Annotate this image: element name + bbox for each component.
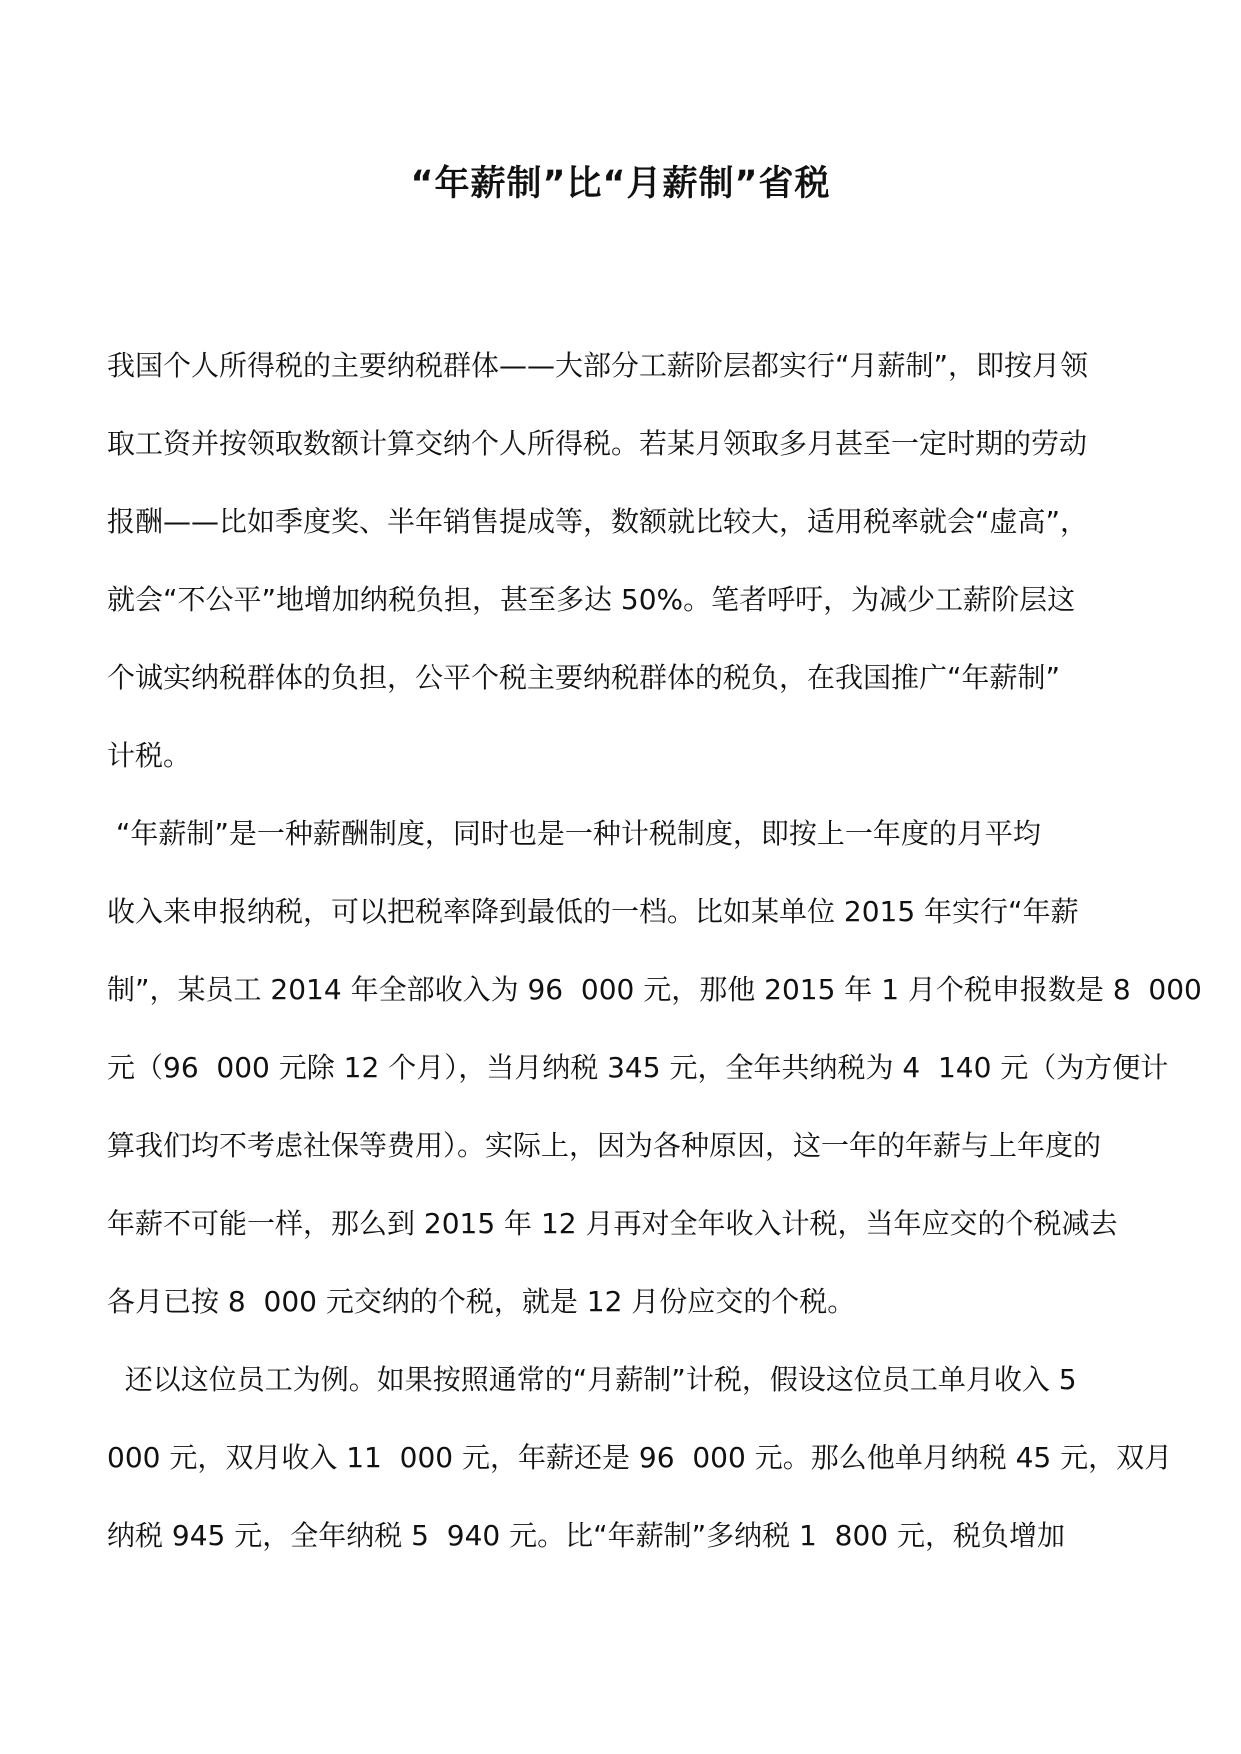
paragraph-3 — [107, 1354, 1173, 1588]
text-line: 取工资并按领取数额计算交纳个人所得税。若某月领取多月甚至一定时期的劳动 — [107, 427, 1088, 460]
text-line: 就会“不公平”地增加纳税负担，甚至多达 50%。笔者呼吁，为减少工薪阶层这 — [107, 583, 1076, 616]
text-line: 报酬——比如季度奖、半年销售提成等，数额就比较大，适用税率就会“虚高”， — [107, 505, 1089, 538]
text-line: 计税。 — [107, 739, 192, 772]
text-line: 个诚实纳税群体的负担，公平个税主要纳税群体的税负，在我国推广“年薪制” — [107, 661, 1061, 694]
text-line: 年薪不可能一样，那么到 2015 年 12 月再对全年收入计税，当年应交的个税减去 — [107, 1207, 1118, 1240]
paragraph-1 — [107, 340, 1147, 808]
text-line: 我国个人所得税的主要纳税群体——大部分工薪阶层都实行“月薪制”，即按月领 — [107, 349, 1089, 382]
text-line: 制”，某员工 2014 年全部收入为 96 000 元，那他 2015 年 1 月个税申报数是 8 000 — [107, 973, 1202, 1006]
text-line: 元（96 000 元除 12 个月），当月纳税 345 元，全年共纳税为 4 140 元（为方便计 — [107, 1051, 1169, 1084]
text-line: 各月已按 8 000 元交纳的个税，就是 12 月份应交的个税。 — [107, 1285, 856, 1318]
text-line: 还以这位员工为例。如果按照通常的“月薪制”计税，假设这位员工单月收入 5 — [107, 1363, 1077, 1396]
text-line: 算我们均不考虑社保等费用）。实际上，因为各种原因，这一年的年薪与上年度的 — [107, 1129, 1102, 1162]
document-body — [107, 340, 1202, 1588]
text-line: 收入来申报纳税，可以把税率降到最低的一档。比如某单位 2015 年实行“年薪 — [107, 895, 1079, 928]
document-title: “年薪制”比“月薪制”省税 — [410, 164, 831, 204]
text-line: “年薪制”是一种薪酬制度，同时也是一种计税制度，即按上一年度的月平均 — [107, 817, 1041, 850]
text-line: 000 元，双月收入 11 000 元，年薪还是 96 000 元。那么他单月纳税 45 元，双月 — [107, 1441, 1173, 1474]
text-line: 纳税 945 元，全年纳税 5 940 元。比“年薪制”多纳税 1 800 元，税负增加 — [107, 1519, 1065, 1552]
paragraph-2 — [107, 808, 1202, 1354]
